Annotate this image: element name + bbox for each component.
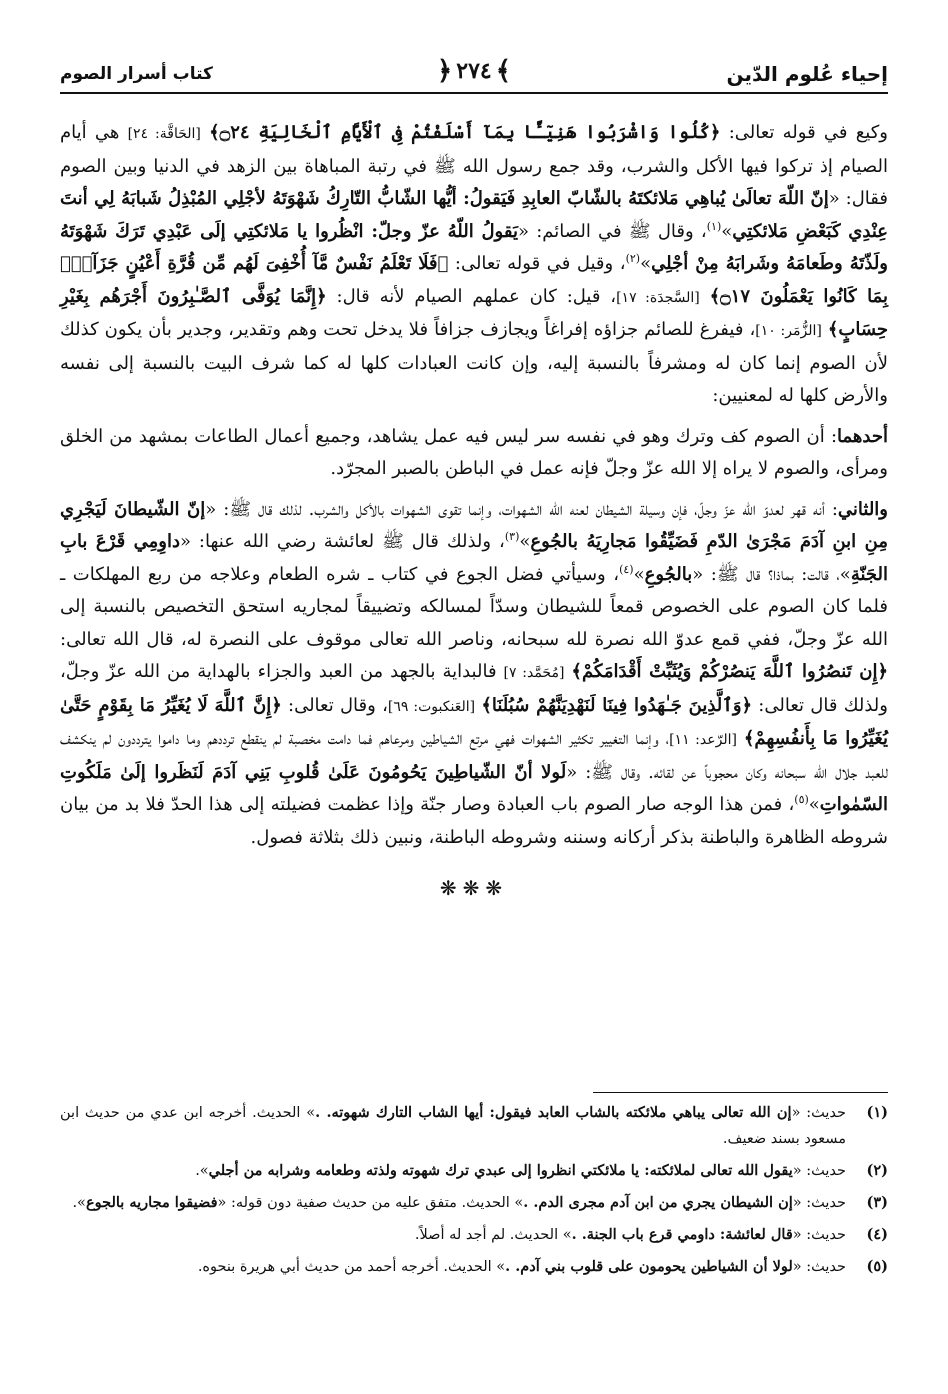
text-run: »: [633, 563, 645, 585]
footnote-text: [60, 1190, 846, 1216]
footnote-number: (٥): [866, 1258, 888, 1275]
hadith-text: داوِمِي قَرْعَ بابِ الجَنّةِ: [60, 531, 888, 585]
text-run: ».: [195, 1163, 209, 1179]
paragraph-lead: والثاني: [837, 498, 888, 520]
text-run: ، وقال ﷺ في الصائم: «: [517, 220, 707, 242]
footnote-number: (٣): [866, 1194, 888, 1211]
text-run: ، وسيأتي فضل الجوع في كتاب ـ شره الطعام وعلاجه من ربع المهلكات ـ فلما كان الصوم على الخصوص قمعاً للشيطان وسدّاً لمسالكه وتضييقاً لمجاريه استحق التخصيص بالنسبة إلى الله عزّ وجلّ، ففي قمع عدوّ الله نصرة لله سبحانه، وناصر الله تعالى موقوف على النصرة له، قال الله تعالى:: [60, 563, 888, 650]
text-run: »: [721, 220, 733, 242]
book-title: إحياء عُلوم الدّين: [726, 62, 888, 86]
footnote-item: [60, 1222, 888, 1248]
hadith-text: يقول الله تعالى لملائكته: يا ملائكتي انظروا إلى عبدي ترك شهوته ولذته وطعامه وشرابه من أجلي: [208, 1162, 793, 1179]
hadith-text: لَولا أنّ الشّياطِينَ يَحُومُونَ عَلَىٰ قُلوبِ بَنِي آدَمَ لَنَظَروا إلَىٰ مَلَكُوتِ السّمٰواتِ: [60, 761, 888, 815]
text-run: ، قيل: كان عملهم الصيام لأنه قال:: [326, 285, 617, 307]
text-run: حديث: «: [791, 1105, 846, 1121]
hadith-text: يَقولُ اللّهُ عزّ وجلّ: انْظُروا يا مَلائكتِي إلَى عَبْدِي تَرَكَ شَهْوَتَهُ ولَذّتَهُ وطَعامَهُ وشَرابَهُ مِنْ أجْلِي: [60, 220, 888, 274]
hadith-text: لولا أن الشياطين يحومون على قلوب بني آدم. .: [505, 1258, 793, 1275]
verse-reference: [الرّعد: ١١]: [669, 732, 737, 748]
footnote-text: [60, 1254, 846, 1280]
text-run: » الحديث. لم أجد له أصلاً.: [414, 1227, 572, 1243]
footnote-number: (٤): [866, 1226, 888, 1243]
text-run: »: [640, 253, 652, 274]
quran-verse: ﴿إِن تَنصُرُوا ٱللَّهَ يَنصُرْكُمْ وَيُثَبِّتْ أَقْدَامَكُمْ﴾: [571, 661, 889, 682]
quran-verse: ﴿كُلُوا وَاشْرَبُوا هَنِيٓـًٔا بِمَآ أَسْلَفْتُمْ فِى ٱلْأَيَّامِ ٱلْخَالِيَةِ ۝٢٤﴾: [209, 122, 721, 143]
hadith-text: إنّ اللّهَ تعالَىٰ يُباهِي مَلائكتَهُ بالشّابّ العابِدِ فَيَقولُ: أيُّها الشّابُّ التّارِكُ شَهْوَتَهُ لأجْلِي المُبْذِلُ شَبابَهُ لِي أنتَ عِنْدِي كَبَعْضِ مَلائكتِي: [60, 188, 889, 242]
footnote-text: [60, 1158, 846, 1184]
footnote-marker[interactable]: (٥): [794, 793, 809, 806]
running-header: [60, 56, 888, 94]
text-run: حديث: «: [792, 1163, 846, 1179]
verse-reference: [مُحَمَّد: ٧]: [503, 665, 565, 681]
text-run: فالبداية بالجهد من العبد والجزاء بالهداية من الله عزّ وجلّ، ولذلك قال تعالى:: [60, 661, 888, 716]
paragraph-lead: أحدهما: [837, 425, 888, 447]
hadith-text: فضيقوا مجاريه بالجوع: [85, 1194, 218, 1211]
footnote-item: [60, 1254, 888, 1280]
footnote-divider: [593, 1092, 888, 1093]
quran-verse: ﴿فَلَا تَعْلَمُ نَفْسٌ مَّآ أُخْفِىَ لَهُم مِّن قُرَّةِ أَعْيُنٍ جَزَآءًۢ بِمَا كَانُوا يَعْمَلُونَ ۝١٧﴾: [60, 253, 888, 307]
text-run: »، قالت: بماذا؟ قال ﷺ: «: [692, 563, 851, 585]
page-number-box: [437, 58, 511, 84]
hadith-text: بالجُوعِ: [644, 563, 693, 585]
verse-reference: [الحَاقَّة: ٢٤]: [127, 126, 201, 142]
text-run: » الحديث. أخرجه ابن عدي من حديث ابن مسعود بسند ضعيف.: [60, 1105, 846, 1147]
verse-reference: [الزُّمَر: ١٠]: [755, 323, 822, 339]
text-run: » الحديث. أخرجه أحمد من حديث أبي هريرة بنحوه.: [197, 1259, 506, 1275]
section-separator-icon: ❋❋❋: [439, 876, 509, 900]
text-run: »: [808, 794, 820, 815]
text-run: وكيع في قوله تعالى:: [720, 122, 888, 143]
footnote-item: [60, 1158, 888, 1184]
footnote-number: (١): [866, 1104, 888, 1121]
footnote-text: [60, 1222, 846, 1248]
text-run: حديث: «: [792, 1259, 846, 1275]
paragraph-second-meaning: [60, 494, 888, 855]
footnote-text: [60, 1100, 846, 1152]
paragraph-first-meaning: [60, 421, 888, 486]
hadith-text: إن الشيطان يجري من ابن آدم مجرى الدم. .: [523, 1194, 793, 1211]
footnote-marker[interactable]: (٤): [619, 562, 634, 576]
hadith-text: إن الله تعالى يباهي ملائكته بالشاب العابد فيقول: أيها الشاب التارك شهوته. .: [315, 1104, 792, 1121]
text-run: ، ولذلك قال ﷺ لعائشة رضي الله عنها: «: [180, 531, 505, 552]
text-run: »: [519, 531, 531, 552]
text-run: : أن الصوم كف وترك وهو في نفسه سر ليس فيه عمل يشاهد، وجميع أعمال الطاعات بمشهد من الخلق ومرأى، والصوم لا يراه إلا الله عزّ وجلّ فإنه عمل في الباطن بالصبر المجرّد.: [60, 425, 888, 479]
quran-verse: ﴿إِنَّمَا يُوَفَّى ٱلصَّـٰبِرُونَ أَجْرَهُم بِغَيْرِ حِسَابٍ﴾: [60, 285, 889, 340]
text-run: حديث: «: [792, 1227, 846, 1243]
text-run: ».: [72, 1195, 86, 1211]
footnote-number: (٢): [866, 1162, 888, 1179]
footnotes-section: [60, 1100, 888, 1286]
hadith-text: قال لعائشة: داومي قرع باب الجنة. .: [571, 1226, 793, 1243]
text-run: : أنه قهر لعدوّ الله عزّ وجلّ، فإن وسيلة الشيطان لعنه الله الشهوات، وإنما تقوى الشهوات بالأكل والشرب. لذلك قال ﷺ: «: [205, 498, 838, 520]
hadith-text: إنّ الشّيطانَ لَيَجْرِي مِنِ ابنِ آدَمَ مَجْرَىٰ الدّمِ فَضَيِّقُوا مَجارِيَهُ بالجُوعِ: [60, 498, 888, 552]
footnote-marker[interactable]: (١): [706, 219, 722, 233]
main-text: [60, 117, 888, 905]
verse-reference: [العَنكبوت: ٦٩]: [387, 698, 476, 715]
text-run: » الحديث. متفق عليه من حديث صفية دون قوله: «: [217, 1195, 524, 1211]
quran-verse: ﴿إِنَّ ٱللَّهَ لَا يُغَيِّرُ مَا بِقَوْمٍ حَتَّىٰ يُغَيِّرُوا مَا بِأَنفُسِهِمْ﴾: [60, 694, 889, 749]
text-run: هي أيام الصيام إذ تركوا فيها الأكل والشرب، وقد جمع رسول الله ﷺ في رتبة المباهاة بين الزهد في الدنيا وبين الصوم فقال: «: [60, 122, 888, 209]
footnote-item: [60, 1100, 888, 1152]
ornament-right-icon: ﴾: [495, 56, 511, 86]
quran-verse: ﴿وَٱلَّذِينَ جَـٰهَدُوا فِينَا لَنَهْدِيَنَّهُمْ سُبُلَنَا﴾: [481, 694, 753, 716]
text-run: ، وقال تعالى:: [281, 694, 388, 716]
text-run: ، وإنما التغيير تكثير الشهوات فهي مرتع الشياطين ومرعاهم فما دامت مخصبة لم ينقطع ترددهم وما داموا يترددون لم ينكشف للعبد جلال الله سبحانه وكان محجوباً عن لقائه. وقال ﷺ: «: [60, 728, 888, 783]
text-run: حديث: «: [792, 1195, 846, 1211]
ornament-left-icon: ﴿: [437, 56, 453, 86]
verse-reference: [السَّجدَة: ١٧]: [616, 289, 700, 306]
text-run: ، فيفرغ للصائم جزاؤه إفراغاً ويجازف جزافاً فلا يدخل تحت وهم وتقدير، وجدير بأن يكون كذلك لأن الصوم إنما كان له ومشرفاً بالنسبة إليه، وإن كانت العبادات كلها له كما شرف البيت بالنسبة إلى نفسه والأرض كلها له لمعنيين:: [60, 319, 888, 406]
page-number: ٢٧٤: [456, 58, 492, 84]
footnote-item: [60, 1190, 888, 1216]
text-run: ، وقيل في قوله تعالى:: [448, 253, 626, 274]
footnote-marker[interactable]: (٢): [625, 252, 641, 265]
chapter-title: كتاب أسرار الصوم: [60, 64, 213, 84]
text-run: ، فمن هذا الوجه صار الصوم باب العبادة وصار جنّة وإذا عظمت فضيلته إلى هذا الحدّ فلا بد من بيان شروطه الظاهرة والباطنة بذكر أركانه وسننه وشروطه الباطنة، ونبين ذلك بثلاثة فصول.: [60, 794, 888, 848]
footnote-marker[interactable]: (٣): [504, 530, 520, 543]
paragraph-intro: [60, 117, 888, 413]
